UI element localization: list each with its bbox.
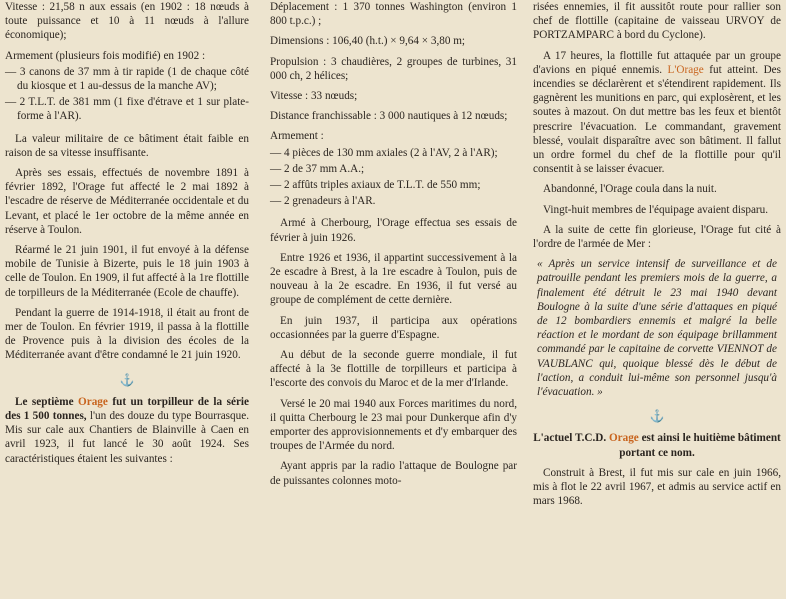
heading-text: L'actuel T.C.D. [533,432,609,445]
paragraph: Ayant appris par la radio l'attaque de Boulogne par de puissantes colonnes moto- [270,460,517,487]
heading-text: Le septième [15,395,79,408]
paragraph: risées ennemies, il fit aussitôt route pour rallier son chef de flottille (capitaine de vaisseau URVOY de PORTZAMPARC à bord du Cyclone). [533,1,781,42]
paragraph: Vitesse : 21,58 n aux essais (en 1902 : 18 nœuds à toute puissance et 10 à 11 nœuds à l'allure économique); [5,1,249,42]
paragraph: Entre 1926 et 1936, il appartint successivement à la 2e escadre à Brest, à la 1re escadre à Toulon, puis de nouveau à la 2e escadre. En 1936, il fut versé au groupe de complément de cette dernière. [270,251,517,307]
column-3 [533,0,781,515]
heading-text: est ainsi le huitième bâtiment portant ce nom. [619,432,781,459]
paragraph: Pendant la guerre de 1914-1918, il était au front de mer de Toulon. En février 1919, il passa à la flottille de Provence puis à la division des écoles de la Méditerranée avant d'être condamné le 21 juin 1920. [5,306,249,362]
paragraph: Armé à Cherbourg, l'Orage effectua ses essais de février à juin 1926. [270,217,517,244]
paragraph: Au début de la seconde guerre mondiale, il fut affecté à la 3e flottille de torpilleurs et participa à l'escorte des convois du Maroc et de la mer d'Irlande. [270,349,517,390]
paragraph: Armement (plusieurs fois modifié) en 1902 : [5,49,206,62]
list-item: — 3 canons de 37 mm à tir rapide (1 de chaque côté du kiosque et 1 au-dessus de la manche AV); [5,65,249,93]
paragraph [533,49,781,177]
ship-name: L'Orage [667,63,704,76]
section-heading [533,431,781,459]
heading-text: fut un torpilleur de la série des 1 500 tonnes, [5,395,249,423]
paragraph: Construit à Brest, il fut mis sur cale en juin 1966, mis à flot le 22 avril 1967, et admis au service actif en mars 1968. [533,466,781,508]
paragraph: Après ses essais, effectués de novembre 1891 à février 1892, l'Orage fut affecté le 2 mai 1892 à l'escadre de réserve de Méditerranée occidentale et du Levant, et placé le 1er octobre de la même année en réserve à Toulon. [5,167,249,236]
paragraph: Déplacement : 1 370 tonnes Washington (environ 1 800 t.p.c.) ; [270,1,517,28]
paragraph: En juin 1937, il participa aux opérations occasionnées par la guerre d'Espagne. [270,314,517,341]
paragraph: Distance franchissable : 3 000 nautiques à 12 nœuds; [270,110,508,123]
list-item: — 2 affûts triples axiaux de T.L.T. de 550 mm; [270,179,481,192]
paragraph: Réarmé le 21 juin 1901, il fut envoyé à la défense mobile de Tunisie à Bizerte, puis le 18 juin 1903 à celle de Toulon. En 1909, il fut affecté à la 1re flottille de torpilleurs de la Méditerranée (Ecole de chauffe). [5,244,249,299]
ship-name: Orage [78,395,108,408]
list-item: — 2 de 37 mm A.A.; [270,162,365,175]
paragraph-text: fut atteint. Des incendies se déclarèrent et s'étendirent rapidement. Ils gagnèrent les munitions en parc, qui explosèrent, et les soutes à mazout. On dut mettre bas les feux et bientôt prescrire l'évacuation. Le commandant, gravement blessé, voulait disparaître avec son bâtiment. Il fallut un ordre formel du chef de la flottille pour qu'il consentit à se laisser évacuer. [533,63,781,176]
column-2 [270,0,517,494]
ship-name: Orage [608,432,639,445]
paragraph: Propulsion : 3 chaudières, 2 groupes de turbines, 31 000 ch, 2 hélices; [270,55,517,82]
paragraph: La valeur militaire de ce bâtiment était faible en raison de sa vitesse insuffisante. [5,132,249,159]
list-item: — 2 grenadeurs à l'AR. [270,195,376,208]
paragraph: Vingt-huit membres de l'équipage avaient disparu. [543,203,769,216]
paragraph-text: A 17 heures, la flottille fut attaquée par un groupe d'avions en piqué ennemis. [533,49,781,76]
paragraph: Dimensions : 106,40 (h.t.) × 9,64 × 3,80 m; [270,35,466,48]
list-item: — 2 T.L.T. de 381 mm (1 fixe d'étrave et 1 sur plate-forme à l'AR). [5,96,249,123]
paragraph: Armement : [270,130,324,143]
paragraph: Versé le 20 mai 1940 aux Forces maritimes du nord, il quitta Cherbourg le 23 mai pour Dunkerque afin d'y emporter des approvisionnements et d'y embarquer des troupes de l'Armée du nord. [270,397,517,453]
paragraph-text: l'un des douze du type Bourrasque. Mis sur cale aux Chantiers de Blainville à Caen en avril 1923, il fut lancé le 30 août 1924. Ses caractéristiques étaient les suivantes : [5,410,249,465]
anchor-icon: ⚓ [649,409,665,424]
section-intro [5,395,249,466]
paragraph: Vitesse : 33 nœuds; [270,90,358,103]
column-1 [5,0,249,472]
anchor-icon: ⚓ [119,372,135,387]
list-item: — 4 pièces de 130 mm axiales (2 à l'AV, 2 à l'AR); [270,146,498,159]
paragraph: Abandonné, l'Orage coula dans la nuit. [543,183,717,196]
paragraph: A la suite de cette fin glorieuse, l'Orage fut cité à l'ordre de l'armée de Mer : [533,223,781,251]
citation-quote: « Après un service intensif de surveillance et de patrouille pendant les premiers mois de la guerre, a finalement été détruit le 23 mai 1940 devant Boulogne à la suite d'une série d'attaques en piqué de 12 bombardiers ennemis et malgré la belle réaction et le mordant de son équipage brillamment commandé par le capitaine de corvette VIENNOT de VAUBLANC qui, quoique blessé dès le début de l'action, a conduit lui-même son personnel jusqu'à l'évacuation. » [537,258,777,399]
